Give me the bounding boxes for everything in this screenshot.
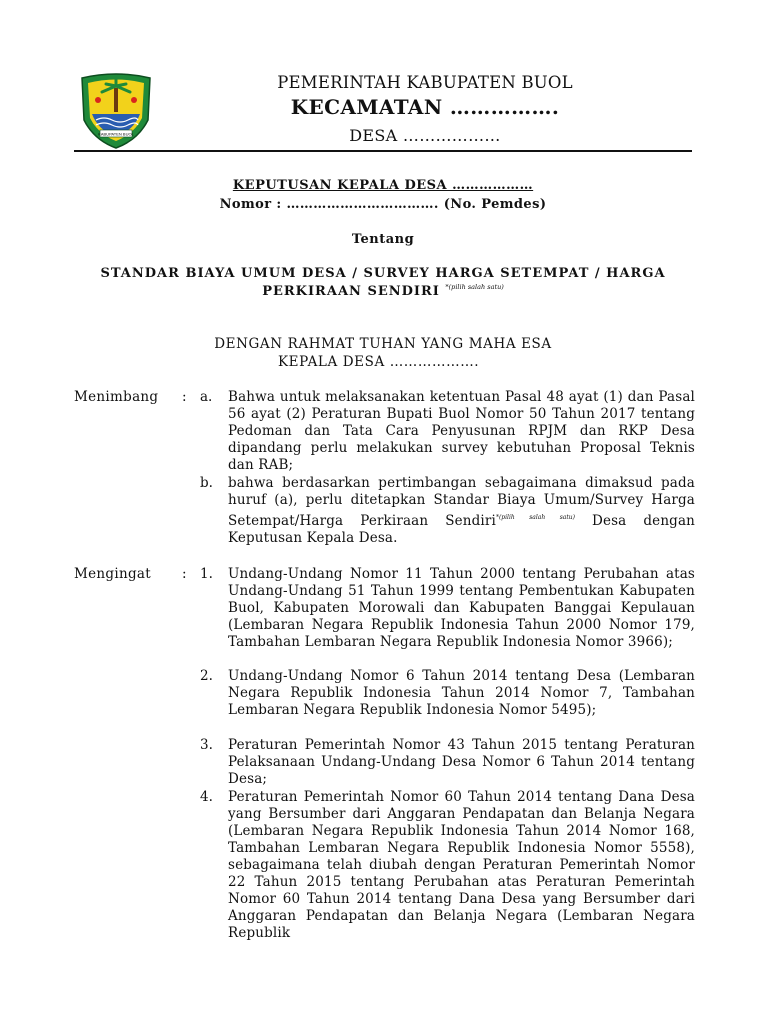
subject-line-1: STANDAR BIAYA UMUM DESA / SURVEY HARGA SETEMPAT / HARGA (100, 266, 666, 281)
kabupaten-buol-coat-of-arms-logo (78, 70, 154, 150)
menimbang-item-number: a. (200, 389, 213, 405)
menimbang-label: Menimbang (74, 389, 159, 405)
kecamatan-heading: KECAMATAN ……………. (290, 95, 560, 119)
mengingat-item-text: Undang-Undang Nomor 6 Tahun 2014 tentang Desa (Lembaran Negara Republik Indonesia Tahun 2014 Nomor 7, Tambahan Lembaran Negara Republik Indonesia Nomor 5495); (228, 668, 695, 718)
decree-number: Nomor : ……………………………. (No. Pemdes) (219, 197, 547, 212)
subject-line-2 (74, 283, 692, 299)
preamble-rahmat: DENGAN RAHMAT TUHAN YANG MAHA ESA (214, 336, 552, 352)
menimbang-item-number: b. (200, 475, 213, 491)
letterhead-divider (74, 150, 692, 152)
mengingat-item-number: 3. (200, 737, 213, 753)
menimbang-item-b-text-after: Desa dengan Keputusan Kepala Desa. (228, 513, 696, 546)
preamble-kepala-desa: KEPALA DESA ………………. (278, 354, 480, 370)
menimbang-item-b-note: *(pilih salah satu) (495, 514, 575, 521)
mengingat-item-number: 2. (200, 668, 213, 684)
mengingat-item-text: Undang-Undang Nomor 11 Tahun 2000 tentang Perubahan atas Undang-Undang 51 Tahun 1999 tentang Pembentukan Kabupaten Buol, Kabupaten Morowali dan Kabupaten Banggai Kepulauan (Lembaran Negara Republik Indonesia Tahun 2000 Nomor 179, Tambahan Lembaran Negara Republik Indonesia Nomor 3966); (228, 566, 695, 650)
mengingat-item-number: 4. (200, 789, 213, 805)
menimbang-colon: : (182, 389, 187, 405)
decree-title-text: KEPUTUSAN KEPALA DESA ……………… (232, 178, 534, 193)
decree-title (74, 178, 692, 193)
subject-line-2-text: PERKIRAAN SENDIRI (262, 284, 440, 299)
government-name: PEMERINTAH KABUPATEN BUOL (277, 73, 573, 92)
menimbang-item-text (228, 475, 695, 547)
mengingat-colon: : (182, 566, 187, 582)
tentang-heading: Tentang (351, 232, 415, 247)
mengingat-item-number: 1. (200, 566, 213, 582)
mengingat-item-text: Peraturan Pemerintah Nomor 60 Tahun 2014 tentang Dana Desa yang Bersumber dari Anggaran Pendapatan dan Belanja Negara (Lembaran Negara Republik Indonesia Tahun 2014 Nomor 168, Tambahan Lembaran Negara Republik Indonesia Nomor 5558), sebagaimana telah diubah dengan Peraturan Pemerintah Nomor 22 Tahun 2015 tentang Perubahan atas Peraturan Pemerintah Nomor 60 Tahun 2014 tentang Dana Desa yang Bersumber dari Anggaran Pendapatan dan Belanja Negara (Lembaran Negara Republik (228, 789, 695, 941)
subject-choice-note: *(pilih salah satu) (445, 283, 504, 291)
mengingat-label: Mengingat (74, 566, 151, 582)
logo-text: KABUPATEN BUOL (98, 131, 134, 137)
menimbang-item-text: Bahwa untuk melaksanakan ketentuan Pasal 48 ayat (1) dan Pasal 56 ayat (2) Peraturan Bupati Buol Nomor 50 Tahun 2017 tentang Pedoman dan Tata Cara Penyusunan RPJM dan RKP Desa dipandang perlu melakukan survey kebutuhan Proposal Teknis dan RAB; (228, 389, 695, 473)
desa-heading: DESA ……………… (349, 126, 501, 145)
mengingat-item-text: Peraturan Pemerintah Nomor 43 Tahun 2015 tentang Peraturan Pelaksanaan Undang-Undang Desa Nomor 6 Tahun 2014 tentang Desa; (228, 737, 695, 787)
menimbang-item-b-text: bahwa berdasarkan pertimbangan sebagaimana dimaksud pada huruf (a), perlu ditetapkan Standar Biaya Umum/Survey Harga Setempat/Harga Perkiraan Sendiri (228, 475, 695, 529)
